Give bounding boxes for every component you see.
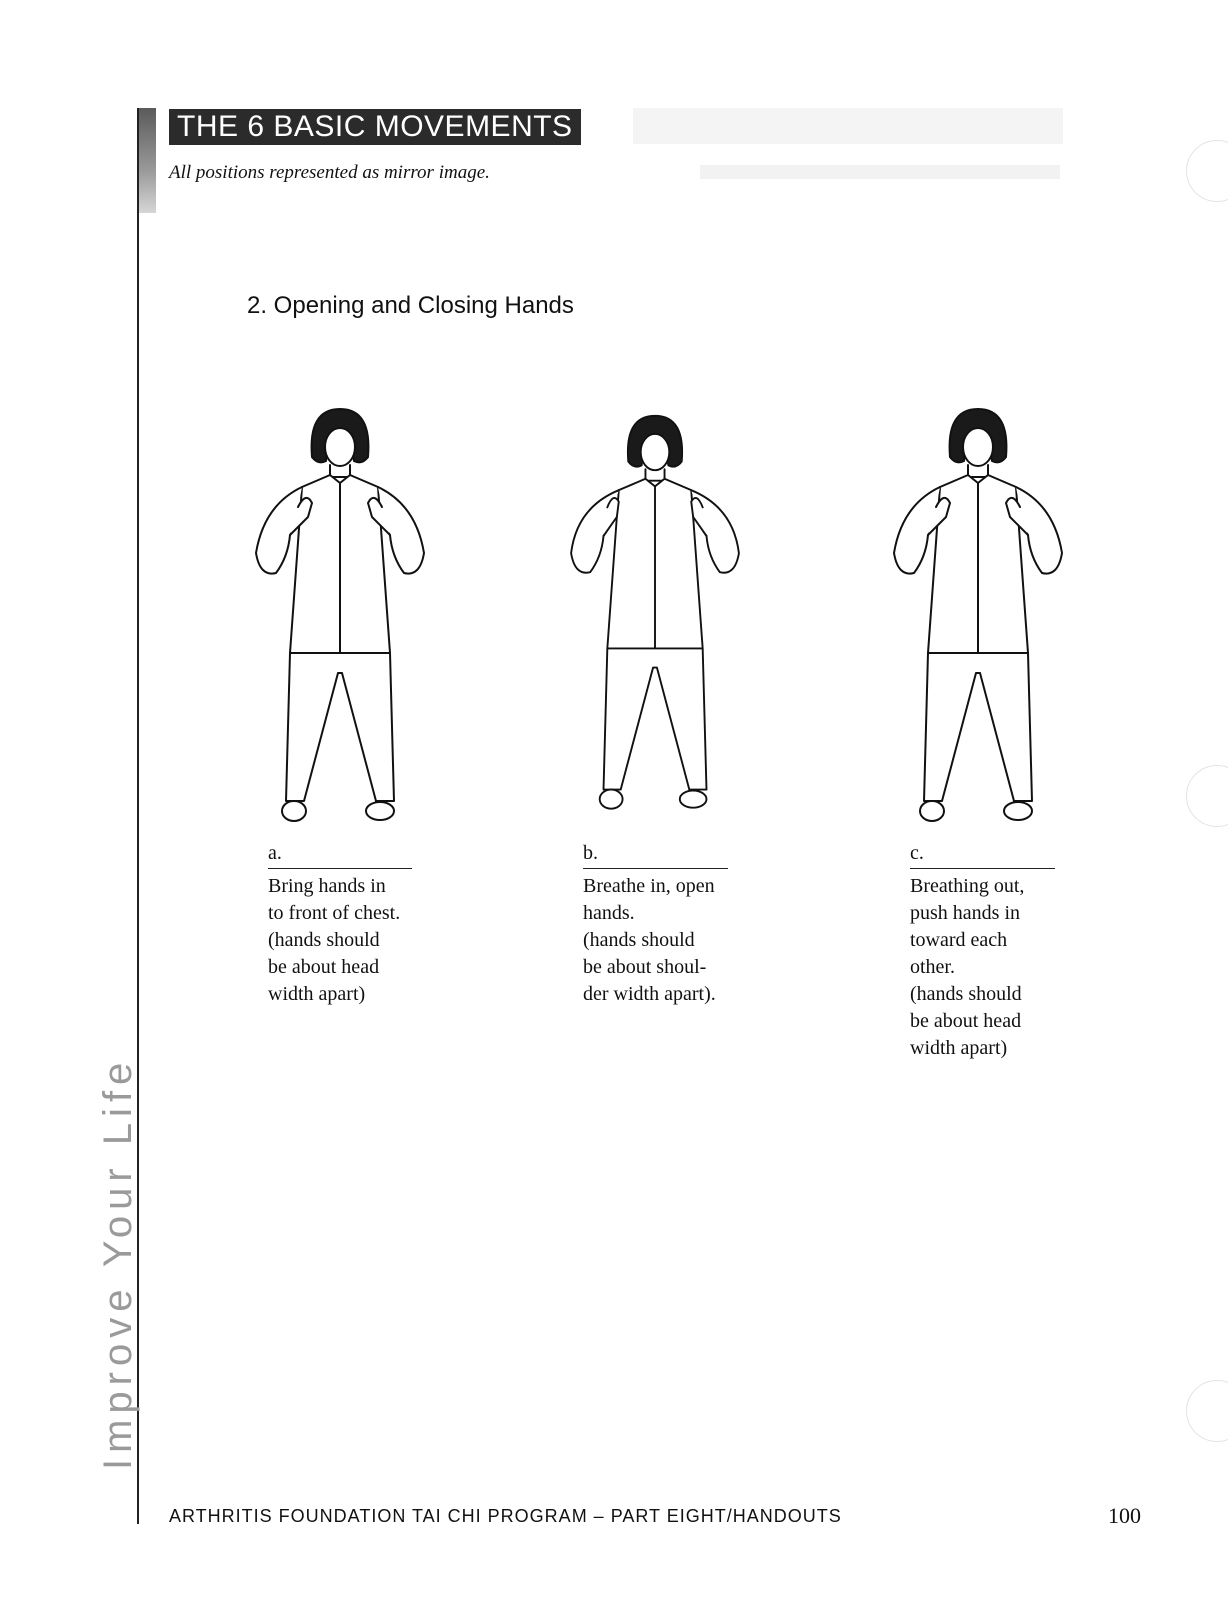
punch-hole-bottom — [1186, 1380, 1228, 1442]
caption-b — [583, 840, 728, 1008]
caption-b-line: (hands should — [583, 929, 695, 951]
caption-c-line: width apart) — [910, 1037, 1008, 1059]
page-subtitle: All positions represented as mirror image. — [169, 162, 490, 183]
caption-b-line: be about shoul- — [583, 956, 707, 978]
footer-text: ARTHRITIS FOUNDATION TAI CHI PROGRAM – PART EIGHT/HANDOUTS — [169, 1506, 842, 1526]
caption-c-line: Breathing out, — [910, 875, 1025, 897]
section-title: 2. Opening and Closing Hands — [247, 292, 574, 319]
header-gradient-bar — [139, 108, 156, 213]
caption-b-line: hands. — [583, 902, 635, 924]
caption-c — [910, 840, 1055, 1062]
figure-b-illustration — [565, 412, 745, 822]
caption-b-letter: b. — [583, 840, 728, 869]
caption-b-line: der width apart). — [583, 983, 716, 1005]
caption-a-line: be about head — [268, 956, 380, 978]
page-title: THE 6 BASIC MOVEMENTS — [169, 109, 581, 145]
punch-hole-top — [1186, 140, 1228, 202]
caption-c-letter: c. — [910, 840, 1055, 869]
figure-c-illustration — [888, 405, 1068, 835]
caption-a-line: (hands should — [268, 929, 380, 951]
caption-a — [268, 840, 412, 1008]
caption-b-line: Breathe in, open — [583, 875, 715, 897]
caption-a-line: to front of chest. — [268, 902, 401, 924]
side-tagline: Improve Your Life — [96, 1056, 140, 1470]
caption-a-letter: a. — [268, 840, 412, 869]
caption-a-line: Bring hands in — [268, 875, 386, 897]
caption-c-line: be about head — [910, 1010, 1022, 1032]
caption-c-line: (hands should — [910, 983, 1022, 1005]
caption-a-line: width apart) — [268, 983, 366, 1005]
bleed-through-title — [633, 108, 1063, 144]
figure-a-illustration — [250, 405, 430, 835]
page-number: 100 — [1108, 1503, 1141, 1528]
caption-c-line: other. — [910, 956, 955, 978]
caption-c-line: push hands in — [910, 902, 1020, 924]
caption-c-line: toward each — [910, 929, 1008, 951]
bleed-through-subtitle — [700, 165, 1060, 179]
punch-hole-middle — [1186, 765, 1228, 827]
